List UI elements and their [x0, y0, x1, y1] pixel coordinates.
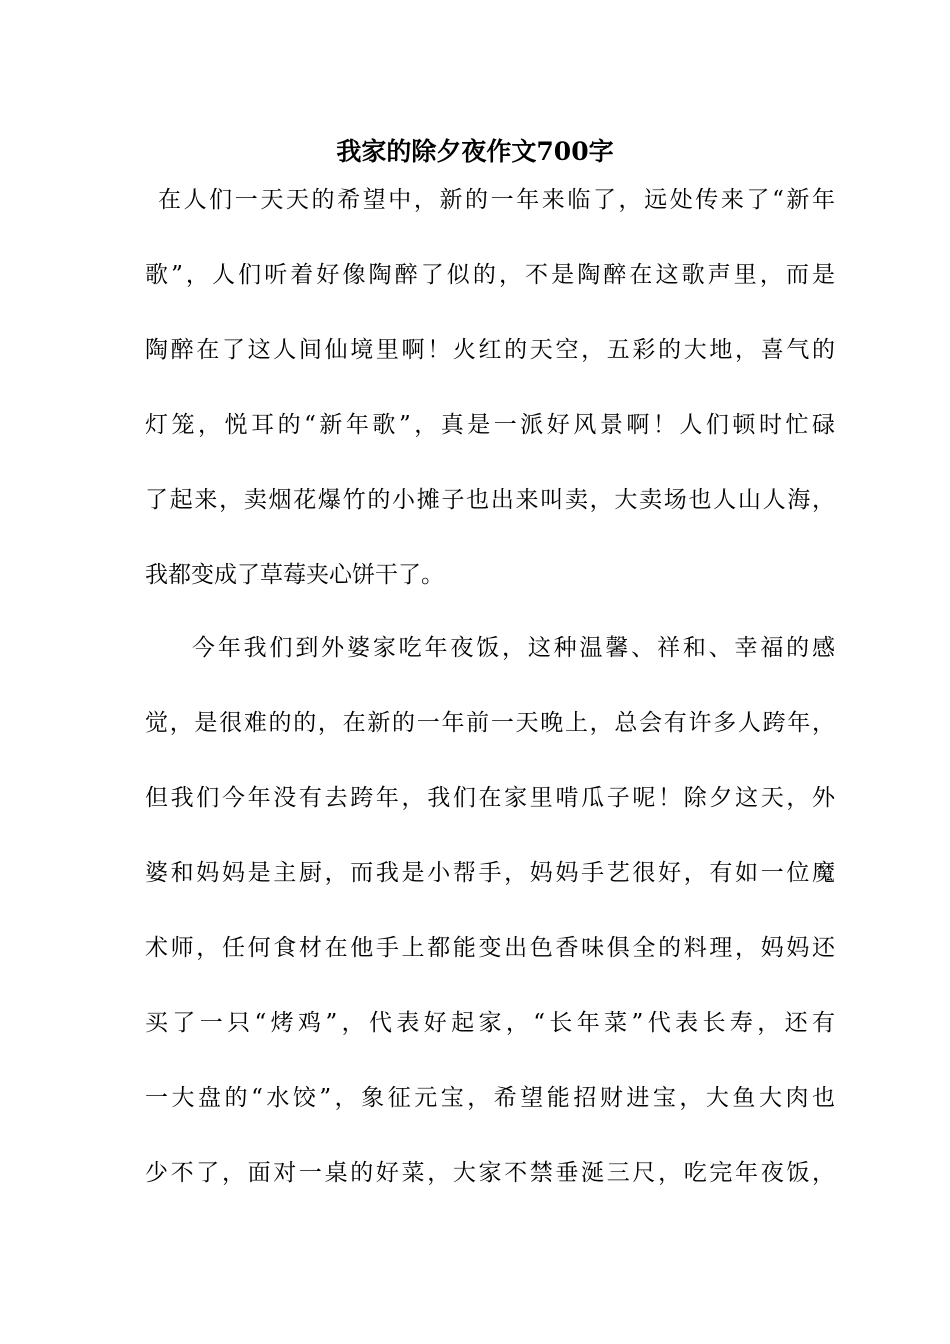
text-line: 婆和妈妈是主厨，而我是小帮手，妈妈手艺很好，有如一位魔 [145, 860, 835, 886]
text-line: 今年我们到外婆家吃年夜饭，这种温馨、祥和、幸福的感 [192, 635, 835, 661]
text-line: 一大盘的“水饺”，象征元宝，希望能招财进宝，大鱼大肉也 [145, 1085, 835, 1111]
text-line: 灯笼，悦耳的“新年歌”，真是一派好风景啊！人们顿时忙碌 [145, 412, 835, 438]
text-line: 买了一只“烤鸡”，代表好起家，“长年菜”代表长寿，还有 [145, 1010, 835, 1036]
text-line: 术师，任何食材在他手上都能变出色香味俱全的料理，妈妈还 [145, 935, 835, 961]
text-line: 我都变成了草莓夹心饼干了。 [145, 562, 444, 588]
text-line: 少不了，面对一桌的好菜，大家不禁垂涎三尺，吃完年夜饭， [145, 1160, 835, 1186]
text-line: 了起来，卖烟花爆竹的小摊子也出来叫卖，大卖场也人山人海， [145, 487, 835, 513]
text-line: 在人们一天天的希望中，新的一年来临了，远处传来了“新年 [158, 187, 835, 213]
text-line: 陶醉在了这人间仙境里啊！火红的天空，五彩的大地，喜气的 [145, 337, 835, 363]
text-line: 但我们今年没有去跨年，我们在家里啃瓜子呢！除夕这天，外 [145, 785, 835, 811]
text-line: 歌”，人们听着好像陶醉了似的，不是陶醉在这歌声里，而是 [145, 262, 835, 288]
document-title: 我家的除夕夜作文700字 [336, 137, 614, 166]
text-line: 觉，是很难的的，在新的一年前一天晚上，总会有许多人跨年， [145, 710, 835, 736]
